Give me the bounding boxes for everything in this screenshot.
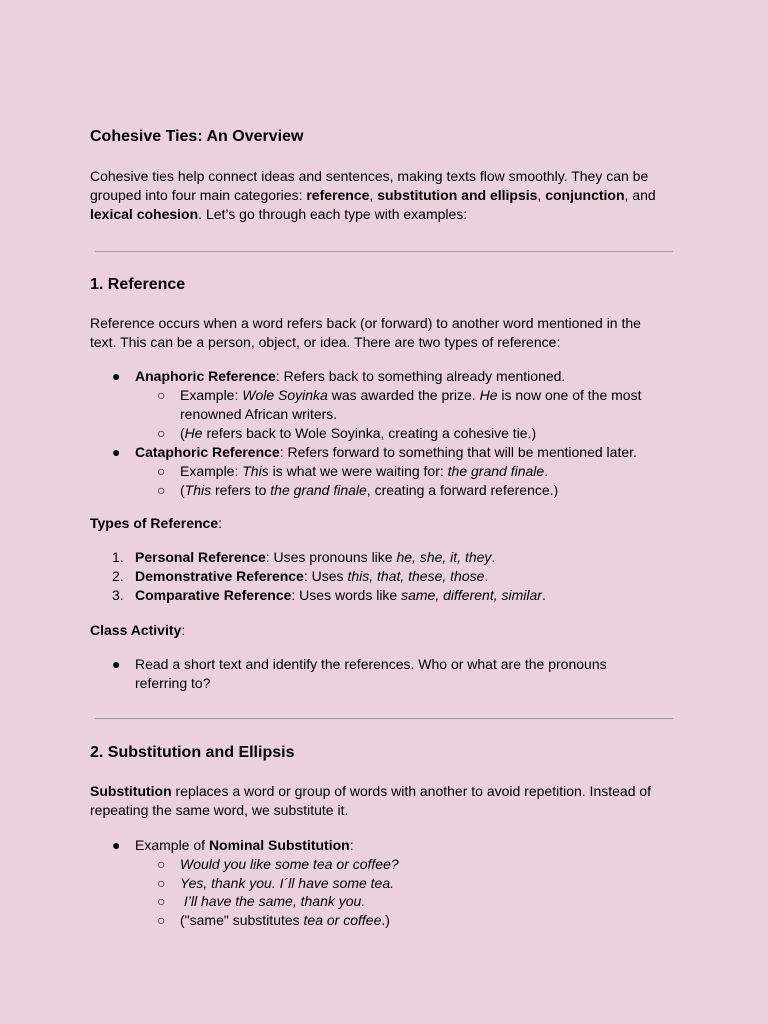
dialogue-line — [180, 892, 665, 911]
bullet-hollow-icon: ○ — [157, 912, 166, 928]
dialogue-italic: I’ll have the same, thank you. — [180, 893, 366, 909]
substitution-text: replaces a word or group of words with another to avoid repetition. Instead of repeating the same word, we substitute it. — [90, 783, 652, 818]
note-text: ( — [180, 425, 185, 441]
anaphoric-example — [180, 386, 665, 424]
note-italic: the grand finale — [270, 482, 367, 498]
anaphoric-term: Anaphoric Reference — [135, 368, 276, 384]
section-heading-reference: 1. Reference — [90, 276, 186, 293]
bullet-filled-icon: ● — [112, 368, 121, 384]
bullet-filled-icon: ● — [112, 656, 121, 672]
example-italic: This — [242, 463, 269, 479]
intro-text: . Let’s go through each type with examples: — [198, 206, 468, 222]
intro-paragraph — [90, 167, 665, 224]
note-text: refers back to Wole Soyinka, creating a cohesive tie.) — [202, 425, 537, 441]
example-italic: Wole Soyinka — [242, 387, 328, 403]
anaphoric-note — [180, 424, 665, 443]
type-item-demonstrative — [135, 567, 665, 586]
type-term: Demonstrative Reference — [135, 568, 304, 584]
dialogue-italic: Would you like some tea or coffee? — [180, 856, 399, 872]
cataphoric-term: Cataphoric Reference — [135, 444, 280, 460]
type-examples: this, that, these, those — [347, 568, 485, 584]
example-italic: He — [479, 387, 498, 403]
cataphoric-item — [135, 443, 665, 462]
horizontal-divider — [95, 718, 673, 719]
horizontal-divider — [95, 251, 673, 252]
intro-bold-reference: reference — [306, 187, 370, 203]
cataphoric-example — [180, 462, 665, 481]
nominal-substitution-term: Nominal Substitution — [208, 837, 350, 853]
type-term: Comparative Reference — [135, 587, 292, 603]
type-desc: : Uses pronouns like — [265, 549, 397, 565]
bullet-filled-icon: ● — [112, 837, 121, 853]
bullet-hollow-icon: ○ — [157, 482, 166, 498]
note-text: ("same" substitutes — [180, 912, 304, 928]
note-italic: He — [184, 425, 203, 441]
substitution-note — [180, 911, 665, 930]
activity-label-colon: : — [181, 622, 186, 638]
type-end: . — [491, 549, 496, 565]
cataphoric-note — [180, 481, 665, 500]
intro-bold-lexical: lexical cohesion — [90, 206, 199, 222]
example-text: . — [544, 463, 549, 479]
bullet-hollow-icon: ○ — [157, 875, 166, 891]
type-desc: : Uses — [303, 568, 348, 584]
bullet-hollow-icon: ○ — [157, 856, 166, 872]
bullet-hollow-icon: ○ — [157, 387, 166, 403]
section-heading-substitution: 2. Substitution and Ellipsis — [90, 744, 295, 761]
intro-text: , — [369, 187, 378, 203]
anaphoric-item — [135, 367, 665, 386]
types-label-bold: Types of Reference — [90, 515, 219, 531]
intro-bold-substitution: substitution and ellipsis — [377, 187, 538, 203]
type-desc: : Uses words like — [291, 587, 402, 603]
type-term: Personal Reference — [135, 549, 266, 565]
substitution-description — [90, 782, 665, 820]
type-item-comparative — [135, 586, 665, 605]
list-number: 1. — [112, 549, 124, 565]
type-examples: he, she, it, they — [396, 549, 492, 565]
dialogue-line — [180, 874, 665, 893]
types-label-colon: : — [218, 515, 223, 531]
example-text: is what we were waiting for: — [268, 463, 448, 479]
note-text: , creating a forward reference.) — [366, 482, 559, 498]
note-italic: This — [184, 482, 212, 498]
note-text: refers to — [211, 482, 271, 498]
type-item-personal — [135, 548, 665, 567]
example-text: is now one of the most renowned African writers. — [180, 387, 642, 422]
class-activity-item: Read a short text and identify the references. Who or what are the pronouns referring to? — [135, 656, 607, 691]
activity-label-bold: Class Activity — [90, 622, 182, 638]
intro-text: Cohesive ties help connect ideas and sentences, making texts flow smoothly. They can be grouped into four main categories: — [90, 168, 649, 203]
intro-bold-conjunction: conjunction — [545, 187, 625, 203]
bullet-filled-icon: ● — [112, 444, 121, 460]
bullet-hollow-icon: ○ — [157, 425, 166, 441]
bullet-hollow-icon: ○ — [157, 893, 166, 909]
nominal-substitution-item — [135, 836, 665, 855]
type-end: . — [541, 587, 546, 603]
cataphoric-desc: : Refers forward to something that will be mentioned later. — [279, 444, 637, 460]
type-examples: same, different, similar — [401, 587, 542, 603]
document-title: Cohesive Ties: An Overview — [90, 128, 304, 145]
class-activity-label — [90, 621, 185, 640]
list-number: 2. — [112, 568, 124, 584]
example-text: was awarded the prize. — [327, 387, 480, 403]
example-prefix: Example of — [135, 837, 209, 853]
dialogue-italic: Yes, thank you. I´ll have some tea. — [180, 875, 395, 891]
substitution-term: Substitution — [90, 783, 172, 799]
intro-text: , and — [624, 187, 656, 203]
example-colon: : — [349, 837, 354, 853]
example-prefix: Example: — [180, 387, 243, 403]
example-prefix: Example: — [180, 463, 243, 479]
type-end: . — [484, 568, 489, 584]
note-text: .) — [381, 912, 390, 928]
list-number: 3. — [112, 587, 124, 603]
note-text: ( — [180, 482, 185, 498]
anaphoric-desc: : Refers back to something already mentioned. — [275, 368, 566, 384]
intro-text: , — [537, 187, 546, 203]
example-italic: the grand finale — [447, 463, 545, 479]
bullet-hollow-icon: ○ — [157, 463, 166, 479]
dialogue-line — [180, 855, 665, 874]
reference-description: Reference occurs when a word refers back (or forward) to another word mentioned in the text. This can be a person, object, or idea. There are two types of reference: — [90, 315, 641, 350]
note-italic: tea or coffee — [303, 912, 382, 928]
types-of-reference-label — [90, 514, 222, 533]
